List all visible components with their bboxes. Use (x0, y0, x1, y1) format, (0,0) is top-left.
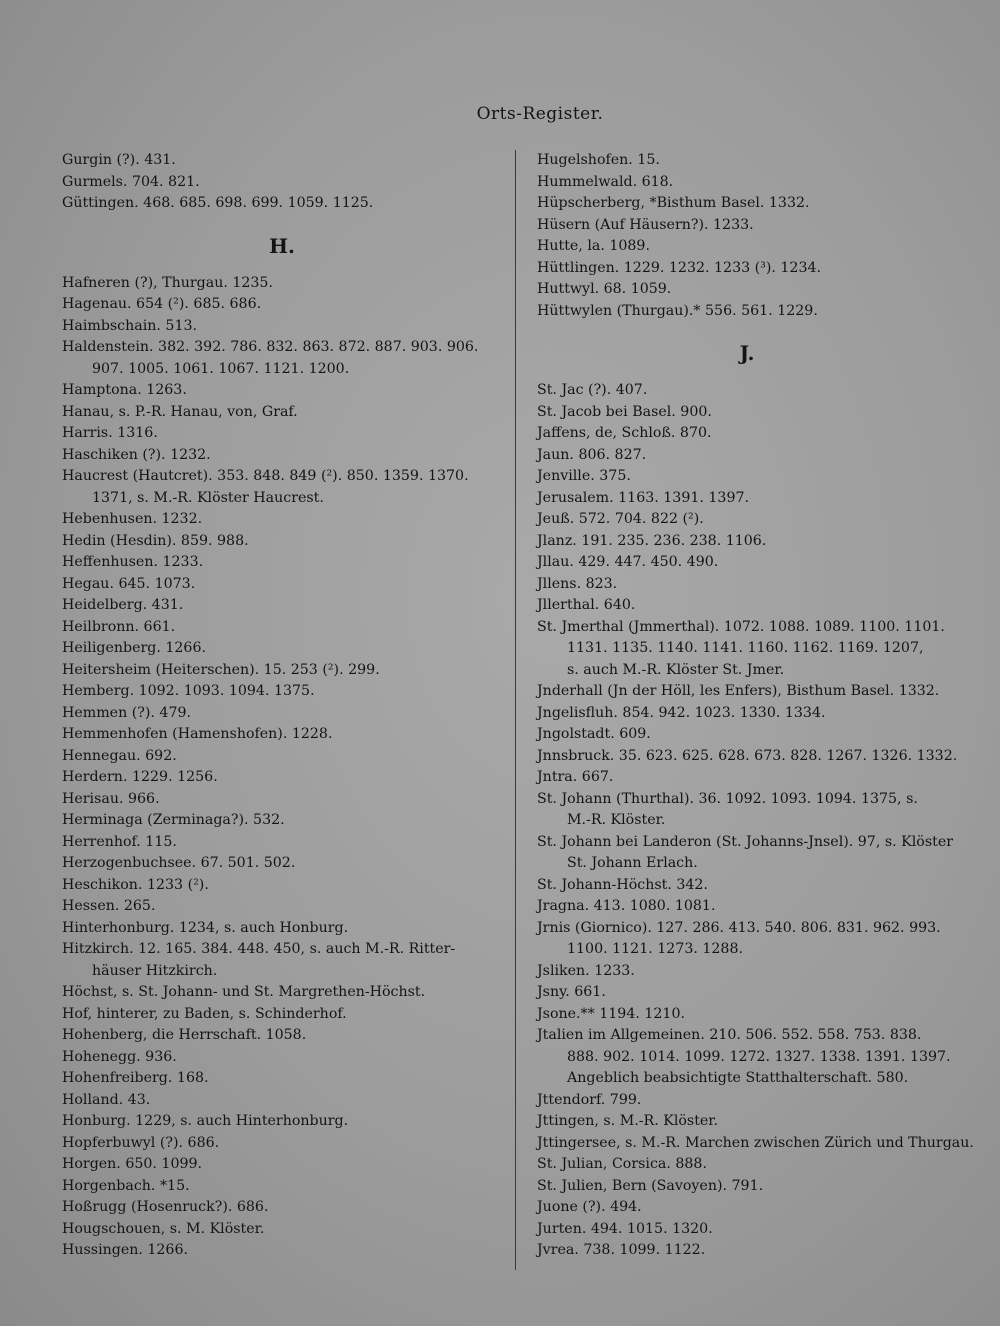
index-entry: Hoßrugg (Hosenruck?). 686. (62, 1199, 269, 1215)
index-entry: Jerusalem. 1163. 1391. 1397. (537, 489, 750, 506)
index-entry: Jragna. 413. 1080. 1081. (537, 898, 716, 914)
index-entry: Hüsern (Auf Häusern?). 1233. (537, 216, 754, 233)
index-entry: Jlanz. 191. 235. 236. 238. 1106. (537, 532, 767, 549)
index-entry: Haschiken (?). 1232. (62, 446, 211, 463)
index-entry: Jsone.** 1194. 1210. (537, 1005, 685, 1022)
index-entry: Hüttwylen (Thurgau).* 556. 561. 1229. (537, 302, 818, 319)
index-entry: Hugelshofen. 15. (537, 152, 660, 168)
index-entry: Hummelwald. 618. (537, 173, 674, 190)
index-entry: Heschikon. 1233 (²). (62, 876, 209, 893)
index-entry: St. Jacob bei Basel. 900. (537, 403, 712, 420)
index-entry: Jttingersee, s. M.-R. Marchen zwischen Zürich und Thurgau. (537, 1134, 974, 1151)
index-entry: Jsny. 661. (537, 984, 606, 1000)
section-letter-heading: H. (269, 233, 295, 258)
index-entry-continuation: Angeblich beabsichtigte Statthalterschaft. 580. (567, 1070, 909, 1086)
page-header: Orts-Register. (476, 104, 604, 124)
index-entry: Heiligenberg. 1266. (62, 640, 206, 656)
index-entry: Jngelisfluh. 854. 942. 1023. 1330. 1334. (537, 704, 826, 721)
index-entry: Horgenbach. *15. (62, 1177, 190, 1194)
index-entry: Hegau. 645. 1073. (62, 575, 196, 592)
index-entry: Hedin (Hesdin). 859. 988. (62, 532, 249, 549)
index-entry: Gurmels. 704. 821. (62, 173, 200, 190)
index-entry: Hemmen (?). 479. (62, 704, 192, 721)
index-entry: Jenville. 375. (537, 468, 631, 484)
index-entry: Hof, hinterer, zu Baden, s. Schinderhof. (62, 1005, 347, 1022)
index-entry: Jttingen, s. M.-R. Klöster. (537, 1113, 719, 1129)
index-entry: Jaffens, de, Schloß. 870. (537, 425, 712, 441)
index-entry: Jllens. 823. (537, 575, 618, 592)
index-entry: Jllerthal. 640. (537, 597, 636, 613)
index-entry: Jnderhall (Jn der Höll, les Enfers), Bisthum Basel. 1332. (537, 683, 940, 699)
index-entry: Harris. 1316. (62, 425, 158, 441)
index-entry: Honburg. 1229, s. auch Hinterhonburg. (62, 1113, 349, 1129)
index-entry-continuation: 907. 1005. 1061. 1067. 1121. 1200. (92, 360, 350, 377)
index-entry: Jngolstadt. 609. (537, 726, 651, 742)
index-entry: Gurgin (?). 431. (62, 152, 176, 168)
index-entry: Herdern. 1229. 1256. (62, 769, 218, 785)
index-entry-continuation: M.-R. Klöster. (567, 812, 666, 828)
index-entry-continuation: s. auch M.-R. Klöster St. Jmer. (567, 661, 785, 678)
index-entry: Herzogenbuchsee. 67. 501. 502. (62, 855, 296, 871)
index-entry: Hutte, la. 1089. (537, 238, 650, 254)
index-entry: Hohenberg, die Herrschaft. 1058. (62, 1027, 307, 1043)
index-entry: Hohenegg. 936. (62, 1048, 177, 1065)
index-entry: Hennegau. 692. (62, 747, 177, 764)
index-entry: Jeuß. 572. 704. 822 (²). (537, 511, 704, 527)
index-entry: St. Julian, Corsica. 888. (537, 1156, 707, 1172)
index-entry: Heidelberg. 431. (62, 597, 184, 613)
index-entry: Hougschouen, s. M. Klöster. (62, 1220, 265, 1237)
index-entry: Hopferbuwyl (?). 686. (62, 1134, 220, 1151)
index-entry: Hanau, s. P.-R. Hanau, von, Graf. (62, 403, 298, 420)
index-entry: Jttendorf. 799. (537, 1091, 642, 1108)
index-entry: Jurten. 494. 1015. 1320. (537, 1220, 713, 1237)
index-entry: Jnnsbruck. 35. 623. 625. 628. 673. 828. 1267. 1326. 1332. (537, 747, 958, 764)
index-entry: Jntra. 667. (537, 769, 614, 785)
index-entry: Jllau. 429. 447. 450. 490. (537, 554, 719, 570)
index-entry: Hemmenhofen (Hamenshofen). 1228. (62, 726, 333, 742)
index-entry: Hemberg. 1092. 1093. 1094. 1375. (62, 683, 315, 699)
index-entry: Hohenfreiberg. 168. (62, 1070, 209, 1086)
index-entry: Hitzkirch. 12. 165. 384. 448. 450, s. auch M.-R. Ritter- (62, 941, 456, 957)
index-entry: Heitersheim (Heiterschen). 15. 253 (²). 299. (62, 661, 380, 678)
index-entry: Hafneren (?), Thurgau. 1235. (62, 274, 273, 291)
index-entry: Hinterhonburg. 1234, s. auch Honburg. (62, 919, 349, 936)
index-entry: Hessen. 265. (62, 898, 156, 914)
index-entry-continuation: 1131. 1135. 1140. 1141. 1160. 1162. 1169. 1207, (567, 640, 924, 656)
index-entry: Jrnis (Giornico). 127. 286. 413. 540. 806. 831. 962. 993. (537, 919, 941, 936)
index-entry: St. Jmerthal (Jmmerthal). 1072. 1088. 1089. 1100. 1101. (537, 618, 945, 635)
index-entry: Hüpscherberg, *Bisthum Basel. 1332. (537, 195, 810, 211)
index-entry: Heilbronn. 661. (62, 618, 176, 635)
index-entry: Jvrea. 738. 1099. 1122. (537, 1242, 706, 1258)
index-entry: Heffenhusen. 1233. (62, 554, 204, 570)
index-entry: St. Johann bei Landeron (St. Johanns-Jnsel). 97, s. Klöster (537, 833, 953, 850)
index-entry: Holland. 43. (62, 1091, 151, 1108)
section-letter-heading: J. (739, 341, 755, 365)
index-entry-continuation: häuser Hitzkirch. (92, 962, 218, 979)
index-entry: Güttingen. 468. 685. 698. 699. 1059. 1125. (62, 195, 374, 211)
index-entry: St. Julien, Bern (Savoyen). 791. (537, 1177, 764, 1194)
index-entry: Hussingen. 1266. (62, 1242, 188, 1258)
index-entry: St. Johann (Thurthal). 36. 1092. 1093. 1094. 1375, s. (537, 790, 918, 807)
index-entry: Jtalien im Allgemeinen. 210. 506. 552. 558. 753. 838. (537, 1027, 922, 1043)
index-entry: Haucrest (Hautcret). 353. 848. 849 (²). 850. 1359. 1370. (62, 468, 469, 484)
index-entry: St. Johann-Höchst. 342. (537, 876, 708, 893)
index-entry: Huttwyl. 68. 1059. (537, 281, 672, 297)
index-entry-continuation: 888. 902. 1014. 1099. 1272. 1327. 1338. 1391. 1397. (567, 1048, 951, 1065)
index-entry: Hebenhusen. 1232. (62, 511, 203, 527)
index-entry-continuation: 1100. 1121. 1273. 1288. (567, 941, 743, 957)
index-entry: Haldenstein. 382. 392. 786. 832. 863. 872. 887. 903. 906. (62, 339, 479, 355)
left-column (62, 150, 502, 1262)
index-entry: Hagenau. 654 (²). 685. 686. (62, 296, 262, 312)
index-entry: Haimbschain. 513. (62, 317, 198, 334)
column-divider (515, 150, 516, 1270)
right-column (537, 150, 974, 1262)
index-entry: Jsliken. 1233. (537, 962, 635, 979)
index-entry: Herrenhof. 115. (62, 833, 177, 850)
index-entry: Horgen. 650. 1099. (62, 1156, 203, 1172)
index-entry: Höchst, s. St. Johann- und St. Margrethen-Höchst. (62, 984, 426, 1000)
index-entry: St. Jac (?). 407. (537, 382, 648, 398)
index-entry: Hamptona. 1263. (62, 382, 187, 398)
index-entry: Juone (?). 494. (537, 1199, 642, 1215)
index-entry-continuation: St. Johann Erlach. (567, 855, 698, 871)
index-entry: Herminaga (Zerminaga?). 532. (62, 812, 285, 828)
index-entry: Jaun. 806. 827. (537, 446, 647, 463)
index-entry: Hüttlingen. 1229. 1232. 1233 (³). 1234. (537, 259, 822, 276)
index-entry: Herisau. 966. (62, 790, 160, 807)
index-entry-continuation: 1371, s. M.-R. Klöster Haucrest. (92, 489, 324, 506)
